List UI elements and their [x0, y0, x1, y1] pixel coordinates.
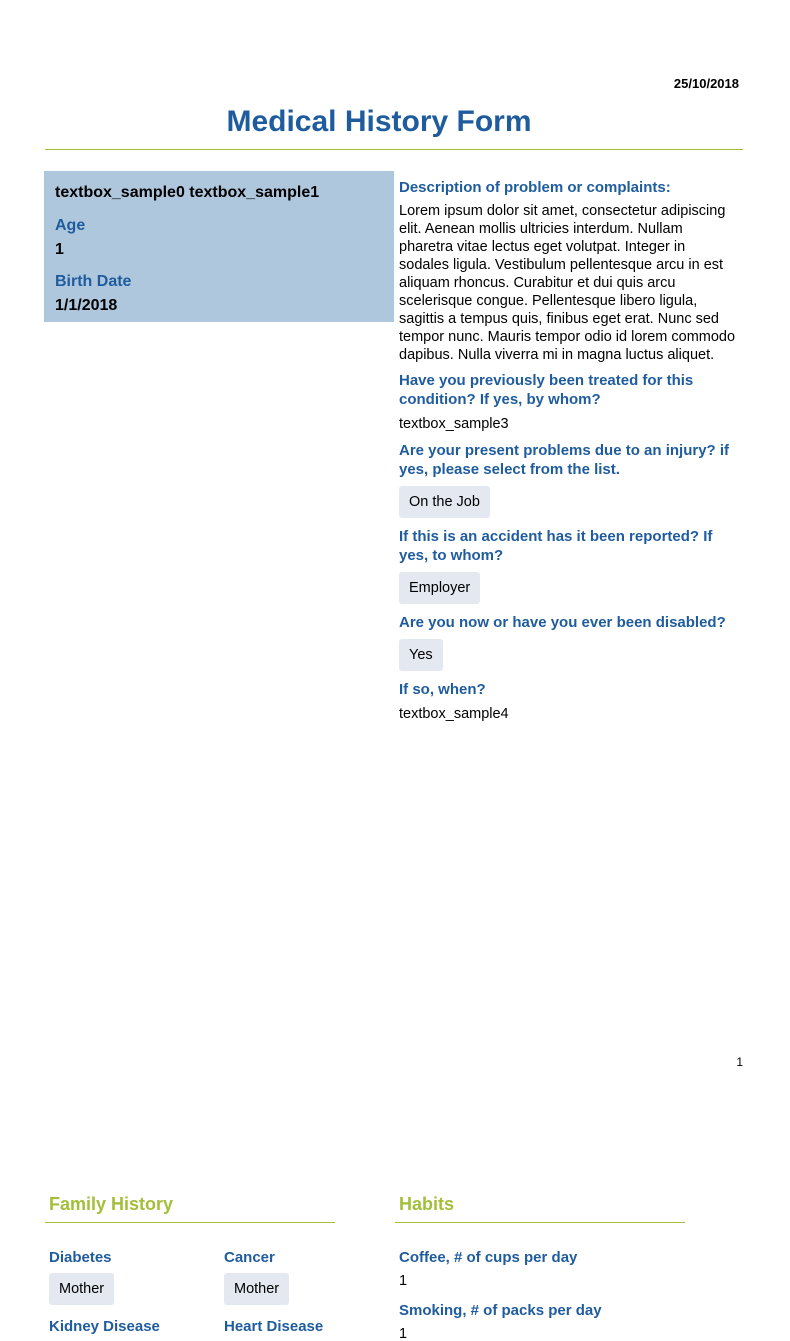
smoking-value: 1	[399, 1326, 408, 1341]
injury-label: Are your present problems due to an injury? if yes, please select from the list.	[399, 442, 730, 478]
disabled-block	[399, 613, 739, 671]
cancer-field	[224, 1248, 289, 1305]
disabled-label: Are you now or have you ever been disabled?	[399, 614, 726, 631]
accident-select[interactable]: Employer	[399, 572, 480, 604]
coffee-value: 1	[399, 1273, 408, 1289]
treated-value: textbox_sample3	[399, 416, 509, 432]
disabled-select[interactable]: Yes	[399, 639, 443, 671]
kidney-disease-field	[49, 1317, 160, 1336]
coffee-label: Coffee, # of cups per day	[399, 1249, 578, 1266]
diabetes-select[interactable]: Mother	[49, 1273, 114, 1305]
when-label: If so, when?	[399, 681, 486, 698]
habits-divider	[395, 1222, 685, 1223]
heart-disease-label: Heart Disease	[224, 1318, 324, 1335]
injury-select[interactable]: On the Job	[399, 486, 490, 518]
birth-date-label: Birth Date	[55, 273, 132, 290]
coffee-field	[399, 1248, 577, 1289]
accident-block	[399, 527, 739, 604]
injury-block	[399, 441, 739, 518]
complaint-details	[399, 178, 739, 722]
habits-title: Habits	[399, 1194, 455, 1214]
treated-label: Have you previously been treated for this condition? If yes, by whom?	[399, 372, 694, 408]
kidney-disease-label: Kidney Disease	[49, 1318, 160, 1335]
age-value: 1	[55, 241, 64, 258]
when-block	[399, 680, 739, 722]
description-label: Description of problem or complaints:	[399, 179, 671, 196]
treated-block	[399, 371, 739, 432]
heart-disease-field	[224, 1317, 323, 1336]
birth-date-value: 1/1/2018	[55, 297, 118, 314]
page-number: 1	[736, 1055, 743, 1069]
patient-name: textbox_sample0 textbox_sample1	[55, 184, 320, 201]
accident-label: If this is an accident has it been reported? If yes, to whom?	[399, 528, 713, 564]
smoking-label: Smoking, # of packs per day	[399, 1302, 602, 1319]
form-date: 25/10/2018	[673, 76, 739, 91]
diabetes-label: Diabetes	[49, 1249, 112, 1266]
smoking-field	[399, 1301, 602, 1341]
diabetes-field	[49, 1248, 114, 1305]
title-divider	[45, 149, 743, 150]
description-block	[399, 178, 739, 362]
cancer-select[interactable]: Mother	[224, 1273, 289, 1305]
family-history-title: Family History	[49, 1194, 174, 1214]
description-text: Lorem ipsum dolor sit amet, consectetur adipiscing elit. Aenean mollis ultricies interdum. Nullam pharetra vitae lectus eget volutpat. Integer in sodales ligula. Vestibulum pellentesque arcu in est aliquam rhoncus. Curabitur et dui quis arcu scelerisque congue. Pellentesque libero ligula, sagittis a tempus quis, finibus eget erat. Nunc sed tempor nunc. Mauris tempor odio id lorem commodo dapibus. Nulla viverra mi in magna luctus aliquet.	[399, 203, 736, 362]
patient-info-card	[44, 171, 394, 322]
family-history-divider	[45, 1222, 335, 1223]
age-label: Age	[55, 217, 86, 234]
page-title: Medical History Form	[226, 105, 532, 138]
when-value: textbox_sample4	[399, 706, 509, 722]
cancer-label: Cancer	[224, 1249, 275, 1266]
